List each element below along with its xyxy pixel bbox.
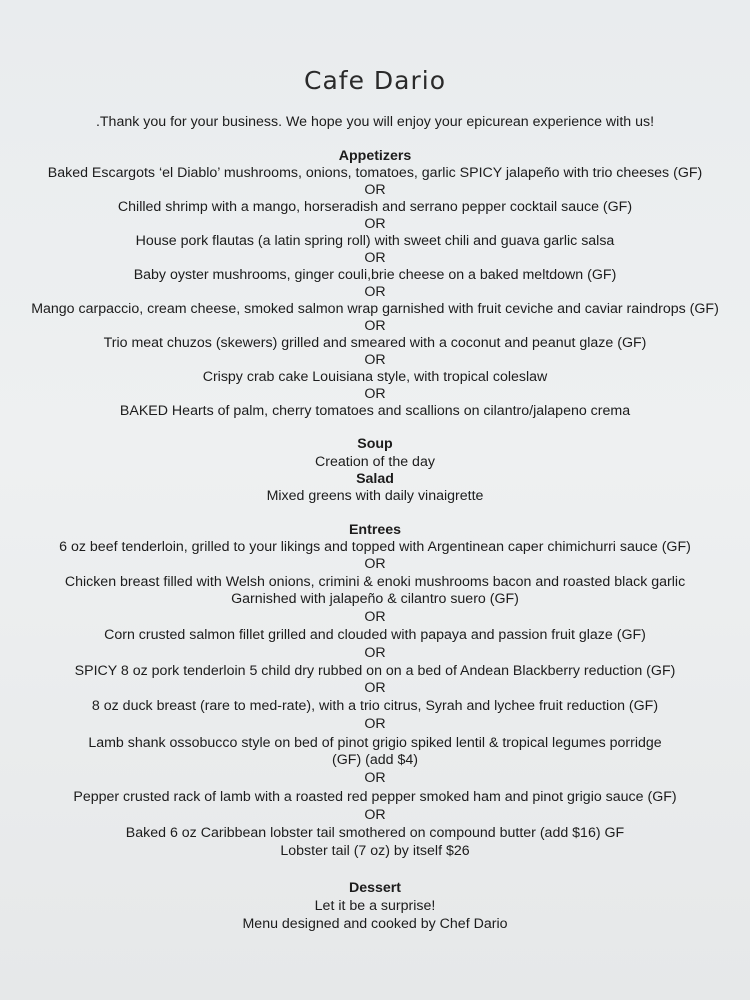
- or-separator: OR: [364, 645, 386, 661]
- entree-item-continued: Lobster tail (7 oz) by itself $26: [280, 843, 470, 859]
- entree-item-continued: Garnished with jalapeño & cilantro suero (GF): [231, 591, 519, 607]
- entree-item: 8 oz duck breast (rare to med-rate), with a trio citrus, Syrah and lychee fruit reduction (GF): [91, 698, 659, 714]
- appetizer-item: Crispy crab cake Louisiana style, with tropical coleslaw: [202, 369, 548, 385]
- or-separator: OR: [364, 386, 386, 402]
- appetizer-item: House pork flautas (a latin spring roll) with sweet chili and guava garlic salsa: [135, 233, 615, 249]
- restaurant-title: Cafe Dario: [304, 66, 446, 95]
- or-separator: OR: [364, 770, 386, 786]
- soup-text: Creation of the day: [315, 454, 435, 470]
- appetizers-heading: Appetizers: [338, 148, 412, 164]
- entree-item: Chicken breast filled with Welsh onions, crimini & enoki mushrooms bacon and roasted black garlic: [64, 574, 686, 590]
- appetizer-item: BAKED Hearts of palm, cherry tomatoes and scallions on cilantro/jalapeno crema: [119, 403, 631, 419]
- appetizer-item: Baby oyster mushrooms, ginger couli,brie cheese on a baked meltdown (GF): [133, 267, 617, 283]
- or-separator: OR: [364, 182, 386, 198]
- entree-item: Pepper crusted rack of lamb with a roasted red pepper smoked ham and pinot grigio sauce (GF): [73, 789, 677, 805]
- salad-text: Mixed greens with daily vinaigrette: [266, 488, 484, 504]
- soup-heading: Soup: [357, 436, 393, 452]
- entree-item: 6 oz beef tenderloin, grilled to your likings and topped with Argentinean caper chimichurri sauce (GF): [59, 539, 691, 555]
- appetizer-item: Chilled shrimp with a mango, horseradish and serrano pepper cocktail sauce (GF): [117, 199, 633, 215]
- entrees-heading: Entrees: [348, 522, 402, 538]
- or-separator: OR: [364, 609, 386, 625]
- or-separator: OR: [364, 716, 386, 732]
- or-separator: OR: [364, 284, 386, 300]
- or-separator: OR: [364, 680, 386, 696]
- appetizer-item: Mango carpaccio, cream cheese, smoked salmon wrap garnished with fruit ceviche and caviar raindrops (GF): [31, 301, 719, 317]
- entree-item: Lamb shank ossobucco style on bed of pinot grigio spiked lentil & tropical legumes porridge: [88, 735, 662, 751]
- or-separator: OR: [364, 807, 386, 823]
- salad-heading: Salad: [356, 471, 394, 487]
- dessert-heading: Dessert: [348, 880, 402, 896]
- or-separator: OR: [364, 216, 386, 232]
- entree-item: Corn crusted salmon fillet grilled and clouded with papaya and passion fruit glaze (GF): [104, 627, 646, 643]
- or-separator: OR: [364, 250, 386, 266]
- or-separator: OR: [364, 352, 386, 368]
- dessert-text: Let it be a surprise!: [314, 898, 436, 914]
- or-separator: OR: [364, 556, 386, 572]
- intro-text: .Thank you for your business. We hope you will enjoy your epicurean experience with us!: [95, 114, 655, 130]
- entree-item-continued: (GF) (add $4): [332, 752, 418, 768]
- or-separator: OR: [364, 318, 386, 334]
- entree-item: SPICY 8 oz pork tenderloin 5 child dry rubbed on on a bed of Andean Blackberry reduction (GF): [74, 663, 676, 679]
- appetizer-item: Baked Escargots ‘el Diablo’ mushrooms, onions, tomatoes, garlic SPICY jalapeño with trio cheeses (GF): [47, 165, 703, 181]
- chef-credit: Menu designed and cooked by Chef Dario: [242, 916, 508, 932]
- entree-item: Baked 6 oz Caribbean lobster tail smothered on compound butter (add $16) GF: [125, 825, 625, 841]
- appetizer-item: Trio meat chuzos (skewers) grilled and smeared with a coconut and peanut glaze (GF): [103, 335, 647, 351]
